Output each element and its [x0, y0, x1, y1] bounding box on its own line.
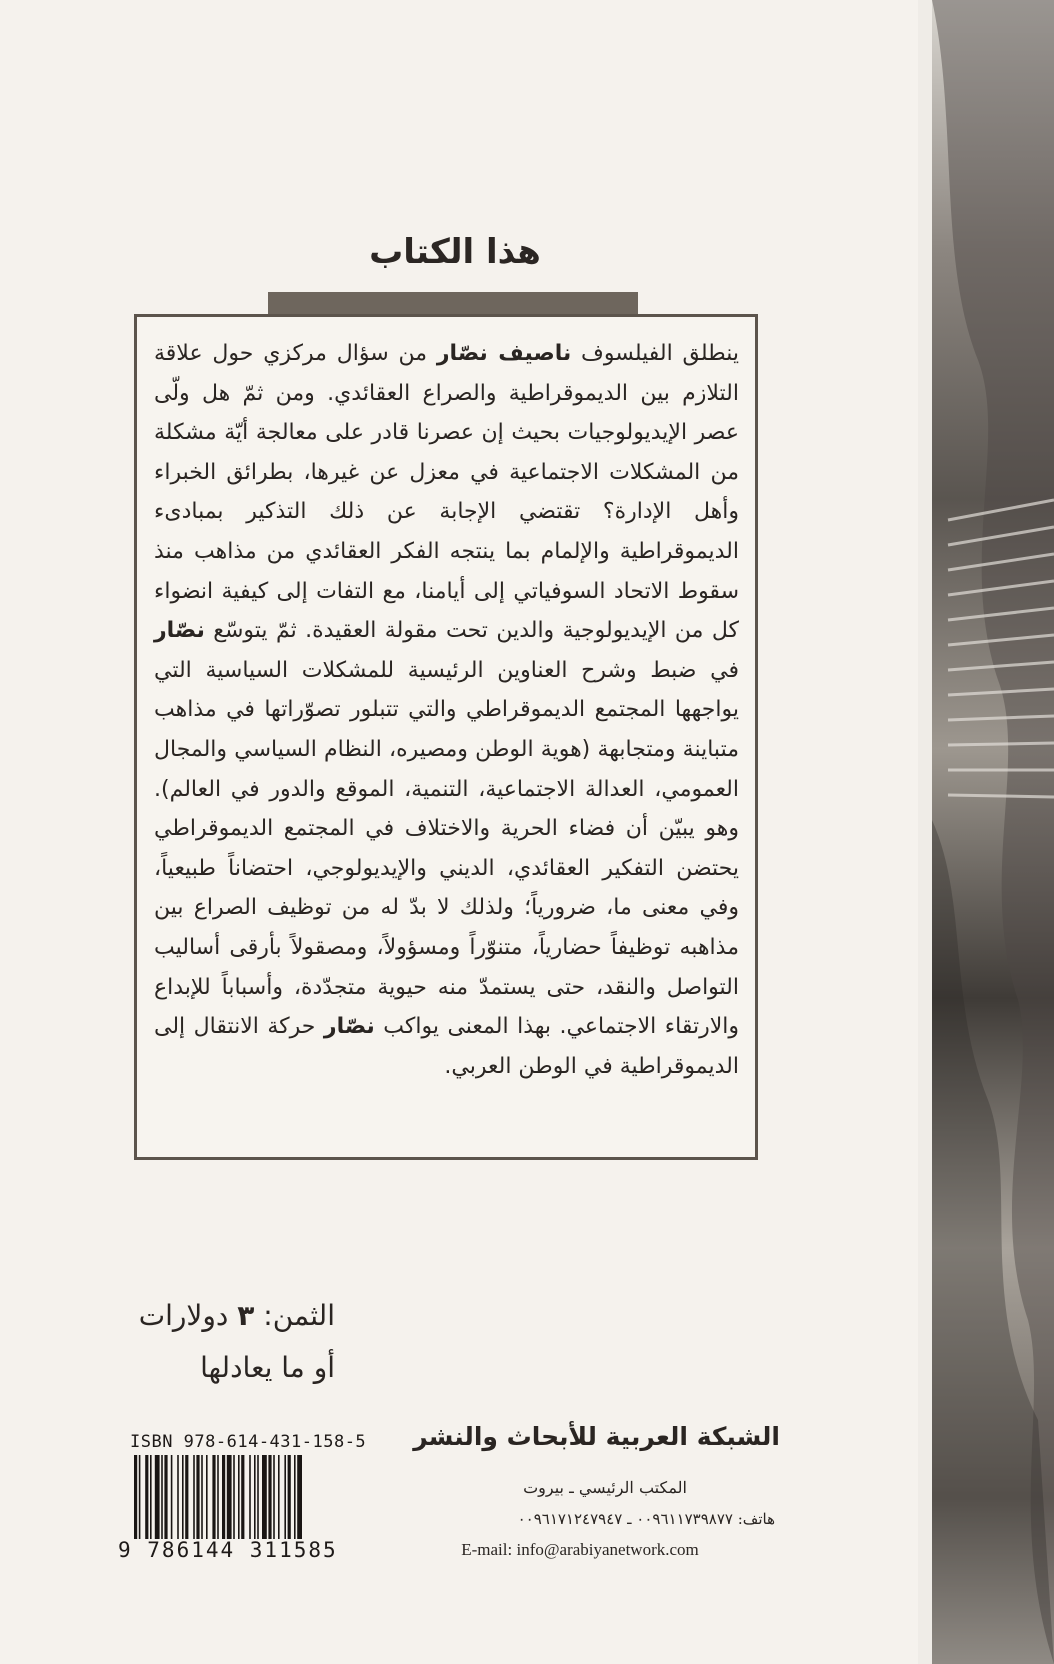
publisher-email: E-mail: info@arabiyanetwork.com — [461, 1540, 699, 1559]
barcode-bar — [288, 1455, 291, 1539]
barcode-bar — [201, 1455, 203, 1539]
barcode-bar — [217, 1455, 219, 1539]
barcode-bar — [294, 1455, 296, 1539]
description-part-4: حركة الانتقال إلى الديموقراطية في الوطن العربي. — [154, 1014, 739, 1079]
price-amount: ٣ — [237, 1299, 255, 1332]
price-line — [130, 1290, 335, 1342]
barcode-bar — [284, 1455, 286, 1539]
description-part-2: من سؤال مركزي حول علاقة التلازم بين الديموقراطية والصراع العقائدي. ومن ثمّ هل ولّى عصر الإيديولوجيات بحيث إن عصرنا قادر على معالجة أيّة مشكلة من المشكلات الاجتماعية في معزل عن غيرها، بطرائق الخبراء وأهل الإدارة؟ تقتضي الإجابة عن ذلك التذكير بمبادىء الديموقراطية والإلمام بما ينتجه الفكر العقائدي من مذاهب منذ سقوط الاتحاد السوفياتي إلى أيامنا، مع التفات إلى كيفية انضواء كل من الإيديولوجية والدين تحت مقولة العقيدة. ثمّ يتوسّع — [154, 341, 739, 644]
barcode-bar — [155, 1455, 160, 1539]
barcode-bar — [177, 1455, 179, 1539]
publisher-name: الشبكة العربية للأبحاث والنشر — [413, 1422, 780, 1451]
barcode-bar — [222, 1455, 225, 1539]
description-part-3: في ضبط وشرح العناوين الرئيسية للمشكلات السياسية التي يواجهها المجتمع الديموقراطي والتي تتبلور تصوّراتها في مذاهب متباينة ومتجابهة (هوية الوطن ومصيره، النظام السياسي والمجال العمومي، العدالة الاجتماعية، التنمية، الموقع والدور في العالم). وهو يبيّن أن فضاء الحرية والاختلاف في المجتمع الديموقراطي يحتضن التفكير العقائدي، الديني والإيديولوجي، احتضاناً طبيعياً، وفي معنى ما، ضرورياً؛ ولذلك لا بدّ له من توظيف الصراع بين مذاهبه توظيفاً حضارياً، متنوّراً ومسؤولاً، ومصقولاً بأرقى أساليب التواصل والنقد، حتى يستمدّ منه حيوية متجدّدة، وأسباباً للإبداع والارتقاء الاجتماعي. بهذا المعنى يواكب — [154, 657, 739, 1040]
barcode-bar — [193, 1455, 195, 1539]
price-block — [130, 1290, 335, 1394]
barcode-bar — [185, 1455, 188, 1539]
barcode-bar — [241, 1455, 244, 1539]
cover-photo-strip — [918, 0, 1054, 1664]
barcode-bar — [254, 1455, 256, 1539]
barcode-bar — [268, 1455, 271, 1539]
isbn-label: ISBN 978-614-431-158-5 — [130, 1432, 367, 1452]
publisher-office: المكتب الرئيسي ـ بيروت — [523, 1478, 687, 1497]
barcode-bar — [249, 1455, 251, 1539]
staircase-photo — [918, 0, 1054, 1664]
publisher-phones — [395, 1510, 775, 1528]
barcode-bar — [273, 1455, 275, 1539]
author-name-3: نصّار — [323, 1014, 375, 1040]
phone-numbers: ٠٠٩٦١١٧٣٩٨٧٧ ـ ٠٠٩٦١٧١٢٤٧٩٤٧ — [517, 1510, 733, 1528]
barcode-bar — [206, 1455, 208, 1539]
barcode-bar — [182, 1455, 184, 1539]
price-label: الثمن: — [263, 1299, 335, 1332]
barcode-bar — [257, 1455, 259, 1539]
barcode-bar — [196, 1455, 199, 1539]
author-name-1: ناصيف نصّار — [436, 341, 572, 366]
barcode-bar — [212, 1455, 215, 1539]
phone-label: هاتف: — [737, 1510, 775, 1528]
barcode-bar — [134, 1455, 137, 1539]
barcode-bar — [297, 1455, 302, 1539]
barcode-bar — [145, 1455, 148, 1539]
barcode-bar — [262, 1455, 267, 1539]
barcode-bar — [164, 1455, 167, 1539]
barcode-icon — [130, 1455, 385, 1539]
price-equivalent: أو ما يعادلها — [200, 1351, 335, 1384]
barcode-bar — [233, 1455, 235, 1539]
barcode-bar — [227, 1455, 232, 1539]
section-title: هذا الكتاب — [369, 232, 541, 272]
barcode-bar — [139, 1455, 141, 1539]
barcode-bar — [238, 1455, 240, 1539]
barcode-bar — [150, 1455, 152, 1539]
barcode-bar — [171, 1455, 173, 1539]
price-currency: دولارات — [138, 1299, 229, 1332]
barcode-bar — [278, 1455, 280, 1539]
barcode-digits: 9 786144 311585 — [118, 1538, 338, 1562]
description-part-1: ينطلق الفيلسوف — [571, 341, 739, 366]
title-underline-bar — [268, 292, 638, 314]
book-description — [154, 334, 739, 1154]
barcode-bar — [161, 1455, 163, 1539]
author-name-2: نصّار — [154, 618, 205, 644]
